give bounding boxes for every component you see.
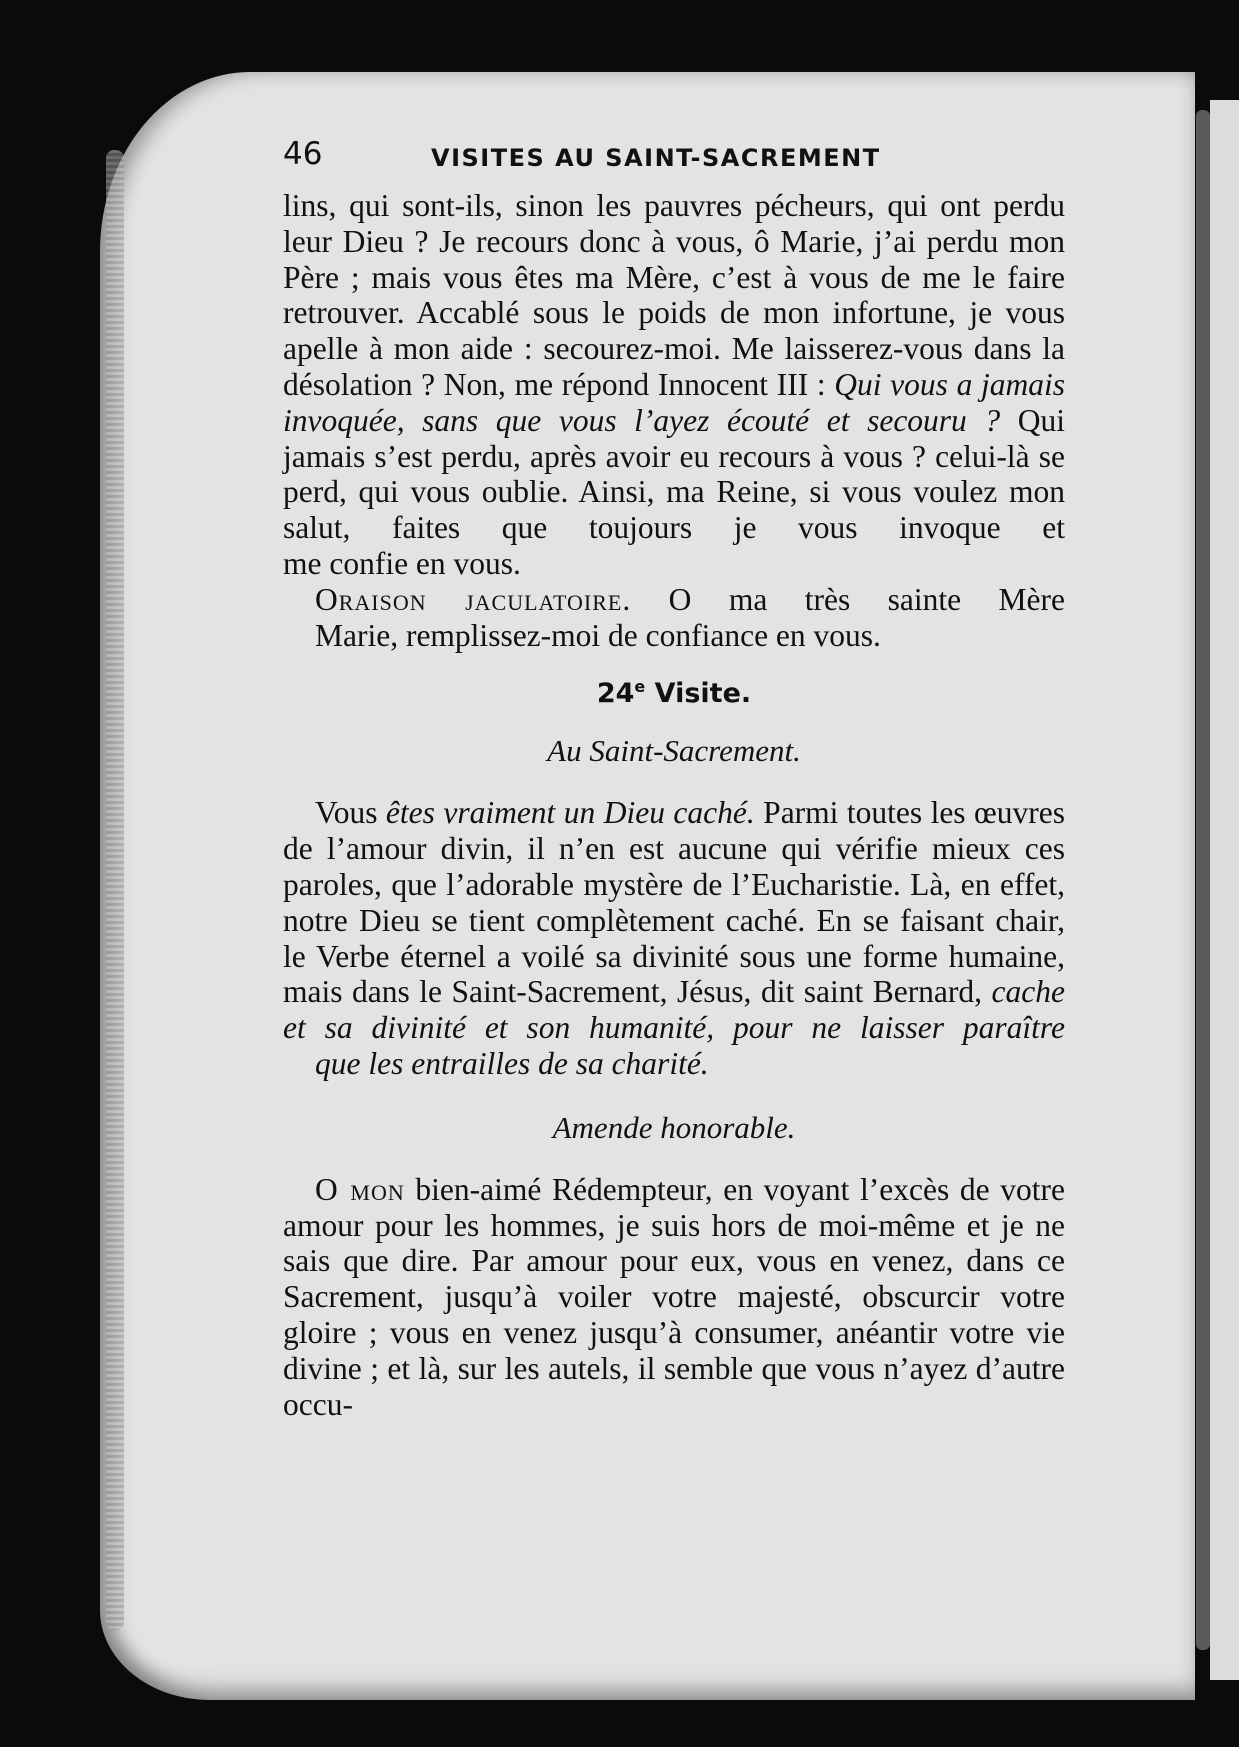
visit-word: Visite. xyxy=(654,678,752,710)
paragraph-2-text: Parmi toutes les œuvres de l’amour divin, il n’en est aucune qui vérifie mieux ces paroles, que l’adorable mystère de l’Eucharistie. Là, en effet, notre Dieu se tient complètement caché. En se faisant chair, le Verbe éternel a voilé sa divinité sous une forme humaine, mais dans le Saint-Sacrement, Jésus, dit saint Bernard, xyxy=(283,795,1065,1010)
oraison-last-line: Marie, remplissez-moi de confiance en vous. xyxy=(315,617,881,653)
next-page-strip xyxy=(1210,100,1239,1680)
paragraph-1-text: lins, qui sont-ils, sinon les pauvres pécheurs, qui ont perdu leur Dieu ? Je recours donc à vous, ô Marie, j’ai perdu mon Père ; mais vous êtes ma Mère, c’est à vous de me le faire retrouver. Accablé sous le poids de mon infortune, je vous apelle à mon aide : secourez-moi. Me laisserez-vous dans la désolation ? Non, me répond Innocent III : xyxy=(283,188,1065,402)
visit-heading xyxy=(283,677,1065,709)
page-edge xyxy=(106,150,124,1630)
paragraph-1-last-line: me confie en vous. xyxy=(283,545,521,581)
paragraph-2-last-line: que les entrailles de sa charité. xyxy=(315,1045,709,1081)
section-title-amende: Amende honorable. xyxy=(552,1109,796,1145)
paragraph-2-quote-2: cache et sa divinité et son humanité, pour ne laisser paraître xyxy=(283,974,1065,1046)
paragraph-3 xyxy=(283,1172,1065,1423)
oraison-text: O ma très sainte Mère xyxy=(668,581,1066,617)
oraison-label: Oraison jaculatoire. xyxy=(315,581,632,617)
next-page-edge xyxy=(1196,110,1210,1650)
paragraph-2 xyxy=(283,795,1065,1081)
text-block xyxy=(283,136,1065,1422)
section-title-sacrement: Au Saint-Sacrement. xyxy=(547,733,801,769)
paragraph-1-text2: Qui jamais s’est perdu, après avoir eu recours à vous ? celui-là se perd, qui vous oublie. Ainsi, ma Reine, si vous voulez mon salut, faites que toujours je vous invoque et xyxy=(283,402,1065,546)
paragraph-2-dropword: Vous xyxy=(315,795,378,831)
paragraph-3-text: bien-aimé Rédempteur, en voyant l’excès de votre amour pour les hommes, je suis hors de moi-même et je ne sais que dire. Par amour pour eux, vous en venez, dans ce Sacrement, jusqu’à voiler votre majesté, obscurcir votre gloire ; vous en venez jusqu’à consumer, anéantir votre vie divine ; et là, sur les autels, il semble que vous n’ayez d’autre occu- xyxy=(283,1171,1065,1422)
paragraph-1 xyxy=(283,188,1065,582)
oraison-paragraph xyxy=(283,582,1065,654)
running-head xyxy=(283,136,1065,188)
page-number: 46 xyxy=(283,136,323,172)
visit-number: 24 xyxy=(596,678,635,710)
running-title: VISITES AU SAINT-SACREMENT xyxy=(431,144,881,172)
paragraph-1-quote: Qui vous a jamais invoquée, sans que vous l’ayez écouté et secouru ? xyxy=(283,366,1066,438)
paragraph-3-lead: O mon xyxy=(315,1171,405,1207)
visit-suffix: e xyxy=(634,677,646,697)
paragraph-2-quote: êtes vraiment un Dieu caché. xyxy=(385,795,755,831)
